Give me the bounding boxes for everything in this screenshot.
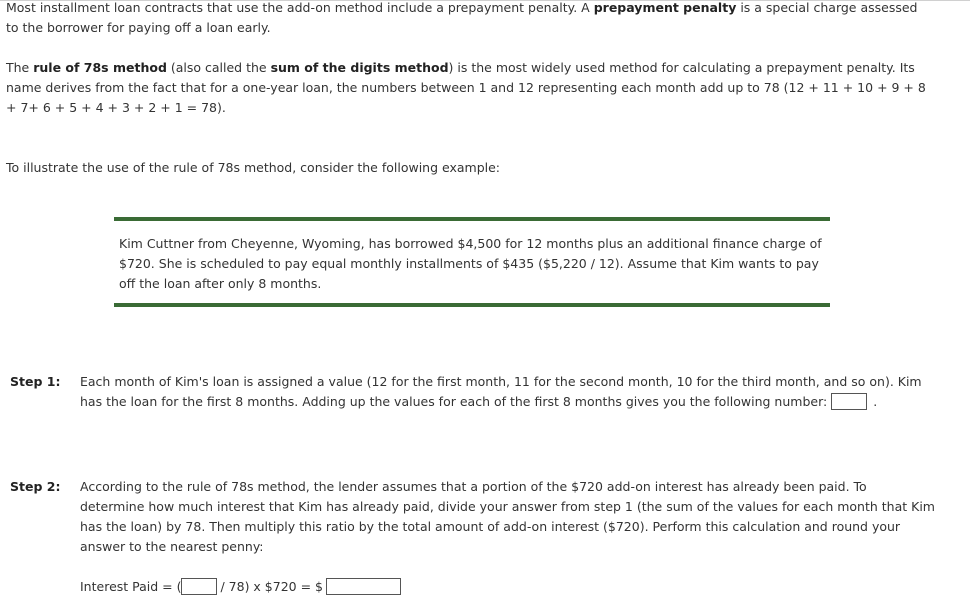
intro-paragraph-2 (6, 58, 931, 118)
interest-paid-input[interactable] (326, 578, 401, 595)
step-1-text: Each month of Kim's loan is assigned a value (12 for the first month, 11 for the second month, 10 for the third month, and so on). Kim has the loan for the first 8 months. Adding up the values for each of the first 8 months gives you the following number: (80, 374, 922, 409)
formula-mid: / 78) x $720 = $ (220, 579, 323, 594)
example-box (114, 217, 830, 307)
text: (also called the (166, 60, 271, 75)
step-2-label: Step 2: (10, 479, 61, 494)
step-1-label: Step 1: (10, 374, 61, 389)
term-rule-of-78s: rule of 78s method (33, 60, 167, 75)
example-text: Kim Cuttner from Cheyenne, Wyoming, has borrowed $4,500 for 12 months plus an additional finance charge of $720. She is scheduled to pay equal monthly installments of $435 ($5,220 / 12). Assume that Kim wants to pay off the loan after only 8 months. (119, 236, 822, 291)
step-1-answer-input[interactable] (831, 393, 867, 410)
text: The (6, 60, 34, 75)
formula-prefix: Interest Paid = ( (80, 579, 182, 594)
step-2-body (80, 477, 935, 594)
interest-formula (80, 577, 401, 597)
intro-paragraph-3: To illustrate the use of the rule of 78s method, consider the following example: (6, 160, 501, 175)
numerator-input[interactable] (181, 578, 217, 595)
text: Most installment loan contracts that use the add-on method include a prepayment penalty. A (6, 0, 594, 15)
term-sum-of-digits: sum of the digits method (270, 60, 449, 75)
step-1-body (80, 372, 935, 412)
term-prepayment-penalty: prepayment penalty (593, 0, 737, 15)
step-2-text: According to the rule of 78s method, the lender assumes that a portion of the $720 add-on interest has already been paid. To determine how much interest that Kim has already paid, divide your answer from step 1 (the sum of the values for each month that Kim has the loan) by 78. Then multiply this ratio by the total amount of add-on interest ($720). Perform this calculation and round your answer to the nearest penny: (80, 479, 935, 554)
intro-paragraph-1 (6, 0, 931, 38)
text: is a special charge assessed to the borrower for paying off a loan early. (6, 0, 918, 35)
text: ) is the most widely used method for calculating a prepayment penalty. Its name derives from the fact that for a one-year loan, the numbers between 1 and 12 representing each month add up to 78 (12 + 11 + 10 + 9 + 8 + 7+ 6 + 5 + 4 + 3 + 2 + 1 = 78). (6, 60, 926, 115)
period: . (873, 394, 878, 409)
